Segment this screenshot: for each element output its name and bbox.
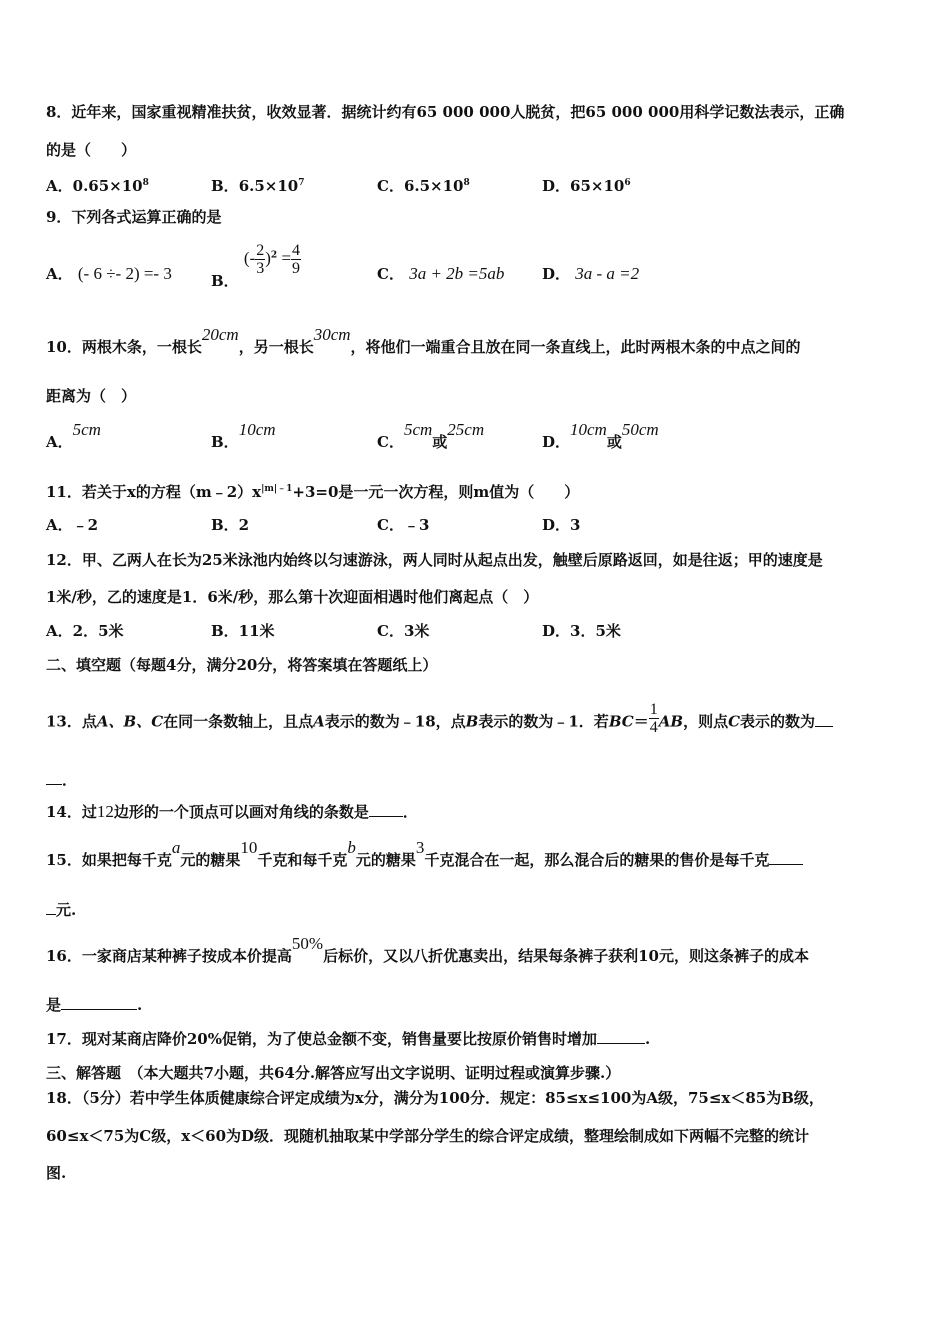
q18-line3: 图. (46, 1164, 67, 1182)
q11-option-b: B．2 (211, 516, 250, 534)
q8-line1: 8．近年来，国家重视精准扶贫，收效显著．据统计约有65 000 000人脱贫，把65 000 000用科学记数法表示，正确 (46, 103, 845, 121)
q14-stem: 14．过12边形的一个顶点可以画对角线的条数是 ． (46, 802, 418, 821)
q12-option-b: B．11米 (211, 622, 275, 640)
q8-line2: 的是（ ） (46, 141, 137, 159)
q13-answer-blank[interactable] (815, 712, 833, 727)
q16-line2: 是 . (46, 996, 143, 1014)
q8-option-d: D．$65\times 10^6$ (542, 177, 631, 195)
q13-line1: 13．点A、B、C在同一条数轴上，且点A表示的数为﹣18，点B表示的数为﹣1．若BC＝ $\frac{1}{4}$ AB，则点C表示的数为 (46, 705, 833, 740)
q14-answer-blank[interactable] (369, 802, 403, 817)
q15-answer-blank[interactable] (769, 850, 803, 865)
q11-option-a: A．﹣2 (46, 516, 99, 534)
q8-option-c: C．$6.5\times 10^8$ (377, 177, 470, 195)
q12-option-c: C．3米 (377, 622, 430, 640)
q16-answer-blank[interactable] (61, 995, 137, 1010)
q9-option-b: B． (- $\frac{2}{3}$ )$^2$ = $\frac{4}{9}$ (211, 242, 301, 290)
q10-option-d: D．10cm或50cm (542, 420, 659, 451)
q15-line1: 15．如果把每千克a元的糖果10千克和每千克b元的糖果3千克混合在一起，那么混合后的糖果的售价是每千克 (46, 850, 803, 870)
q12-line2: 1米/秒，乙的速度是1．6米/秒，那么第十次迎面相遇时他们离起点（ ） (46, 588, 539, 606)
q10-line1: 10．两根木条，一根长20cm，另一根长30cm，将他们一端重合且放在同一条直线上，此时两根木条的中点之间的 (46, 325, 801, 356)
q13-fraction: $\frac{1}{4}$ (649, 701, 658, 736)
q17-answer-blank[interactable] (597, 1029, 645, 1044)
q10-option-b: B．10cm (211, 420, 276, 451)
q13-line2: ． (46, 770, 77, 790)
q10-option-c: C．5cm或25cm (377, 420, 485, 451)
section-3-heading: 三、解答题 （本大题共7小题，共64分.解答应写出文字说明、证明过程或演算步骤.） (46, 1064, 621, 1082)
q11-stem: 11．若关于x的方程$(m﹣2)x^{|m|﹣1}+3=0$是一元一次方程，则m值为（ ） (46, 483, 580, 501)
q18-line1: 18．（5分）若中学生体质健康综合评定成绩为x分，满分为100分．规定：85≤x≤100为A级，75≤x＜85为B级， (46, 1089, 824, 1107)
q15-line2: 元. (46, 900, 76, 920)
q9-option-d: D． 3a - a =2 (542, 264, 640, 283)
q13-answer-blank-cont[interactable] (46, 770, 62, 785)
q18-line2: 60≤x＜75为C级，x＜60为D级．现随机抽取某中学部分学生的综合评定成绩，整理绘制成如下两幅不完整的统计 (46, 1127, 810, 1145)
q10-line2: 距离为（ ） (46, 387, 137, 405)
q16-line1: 16．一家商店某种裤子按成本价提高50%后标价，又以八折优惠卖出，结果每条裤子获利10元，则这条裤子的成本 (46, 934, 809, 965)
q12-option-d: D．3．5米 (542, 622, 621, 640)
q9-stem: 9．下列各式运算正确的是 (46, 208, 222, 226)
q12-option-a: A．2．5米 (46, 622, 124, 640)
q10-option-a: A．5cm (46, 420, 101, 451)
q12-line1: 12．甲、乙两人在长为25米泳池内始终以匀速游泳，两人同时从起点出发，触壁后原路返回，如是往返；甲的速度是 (46, 551, 823, 569)
q9-b-result-fraction: $\frac{4}{9}$ (292, 242, 301, 277)
q9-b-fraction: $\frac{2}{3}$ (256, 242, 265, 277)
q9-option-a: A． (- 6 ÷- 2) =- 3 (46, 264, 172, 283)
q11-option-c: C．﹣3 (377, 516, 430, 534)
q8-option-b: B．$6.5\times 10^7$ (211, 177, 305, 195)
section-2-heading: 二、填空题（每题4分，满分20分，将答案填在答题纸上） (46, 656, 438, 674)
q9-option-c: C． 3a + 2b =5ab (377, 264, 505, 283)
q11-option-d: D．3 (542, 516, 581, 534)
q15-answer-blank-cont[interactable] (46, 900, 56, 915)
q8-option-a: A．$0.65\times 10^8$ (46, 177, 149, 195)
q17-stem: 17．现对某商店降价20%促销，为了使总金额不变，销售量要比按原价销售时增加 . (46, 1030, 651, 1048)
